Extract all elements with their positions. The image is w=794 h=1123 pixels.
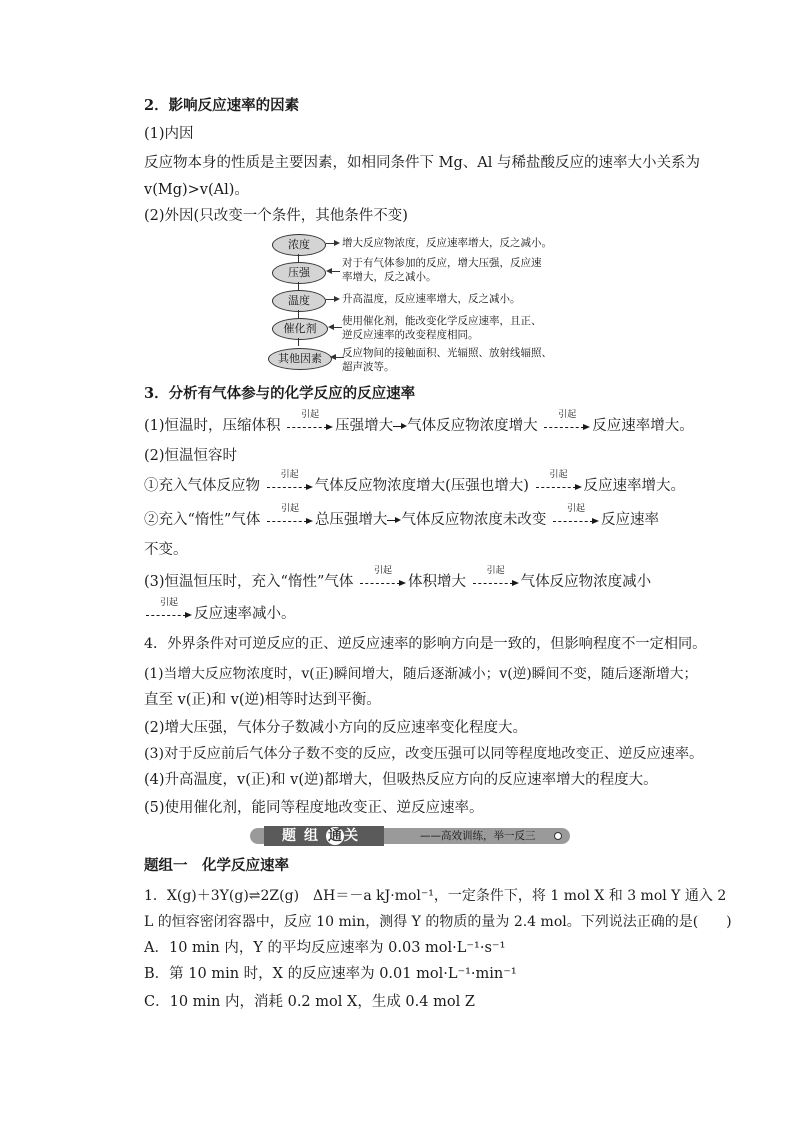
option-c: C．10 min 内，消耗 0.2 mol X，生成 0.4 mol Z	[144, 994, 475, 1010]
causes-arrow-icon	[267, 470, 313, 493]
s4-p1b: 直至 v(正)和 v(逆)相等时达到平衡。	[144, 692, 381, 708]
banner-title-b: 通	[328, 828, 342, 844]
section3-heading: 3．分析有气体参与的化学反应的反应速率	[144, 385, 416, 402]
factor-oval-temperature: 温度	[272, 290, 326, 312]
arrow-label: 引起	[558, 410, 577, 420]
internal-text-2: v(Mg)>v(Al)。	[144, 182, 249, 198]
factor-text-pressure-2: 率增大，反之减小。	[342, 271, 437, 283]
s4-p5: (5)使用催化剂，能同等程度地改变正、逆反应速率。	[144, 800, 484, 816]
factor-oval-concentration: 浓度	[272, 234, 326, 256]
s3-l4-d: 反应速率	[601, 512, 660, 528]
internal-text-1: 反应物本身的性质是主要因素，如相同条件下 Mg、Al 与稀盐酸反应的速率大小关系为	[144, 155, 700, 171]
s3-line-3	[144, 470, 686, 496]
arrow-icon	[326, 240, 340, 248]
s3-l3-c: 反应速率增大。	[583, 478, 686, 494]
s3-l1-a: (1)恒温时，压缩体积	[144, 418, 281, 434]
connector-line	[298, 254, 299, 262]
banner-slogan: ——高效训练，举一反三	[420, 830, 536, 842]
s4-p4: (4)升高温度，v(正)和 v(逆)都增大，但吸热反应方向的反应速率增大的程度大。	[144, 772, 658, 788]
factor-text-catalyst-2: 逆反应速率的改变程度相同。	[342, 329, 479, 341]
arrow-label: 引起	[373, 566, 392, 576]
s4-p3: (3)对于反应前后气体分子数不变的反应，改变压强可以同等程度地改变正、逆反应速率。	[144, 746, 704, 762]
exercise-group: 题组一 化学反应速率	[144, 857, 289, 874]
connector-line	[298, 282, 299, 290]
arrow-icon	[326, 268, 340, 276]
causes-arrow-icon	[473, 566, 519, 589]
factors-diagram	[272, 232, 572, 378]
arrow-label: 引起	[160, 598, 179, 608]
banner-title-a: 题组	[282, 828, 326, 844]
s3-l4-c: 气体反应物浓度未改变	[401, 512, 547, 528]
factor-text-concentration: 增大反应物浓度，反应速率增大，反之减小。	[342, 237, 552, 249]
causes-arrow-icon	[553, 504, 599, 527]
option-a: A．10 min 内，Y 的平均反应速率为 0.03 mol·L⁻¹·s⁻¹	[144, 940, 506, 956]
s3-line-5-cont	[144, 598, 296, 624]
s3-l5-c: 气体反应物浓度减小	[520, 574, 652, 590]
connector-line	[298, 338, 299, 346]
factor-text-temperature: 升高温度，反应速率增大，反之减小。	[342, 293, 521, 305]
causes-arrow-icon	[360, 566, 406, 589]
s3-line-4	[144, 504, 660, 530]
section2-heading: 2．影响反应速率的因素	[144, 97, 300, 114]
banner-dot-icon	[554, 832, 562, 840]
causes-arrow-icon	[544, 410, 590, 433]
arrow-label: 引起	[567, 504, 586, 514]
connector-line	[298, 310, 299, 318]
factor-text-other-1: 反应物间的接触面积、光辐照、放射线辐照、	[342, 347, 552, 359]
s3-l5-b: 体积增大	[407, 574, 466, 590]
factor-text-catalyst-1: 使用催化剂，能改变化学反应速率，且正、	[342, 315, 542, 327]
s3-l5-a: (3)恒温恒压时，充入“惰性”气体	[144, 574, 354, 590]
arrow-label: 引起	[486, 566, 505, 576]
arrow-icon	[387, 515, 401, 525]
arrow-label: 引起	[549, 470, 568, 480]
s3-line-4-cont: 不变。	[144, 542, 188, 558]
section-banner	[250, 826, 570, 846]
arrow-label: 引起	[280, 504, 299, 514]
s3-l1-d: 反应速率增大。	[592, 418, 694, 434]
question-1a: 1．X(g)＋3Y(g)⇌2Z(g) ΔH＝－a kJ·mol⁻¹，一定条件下，将 1 mol X 和 3 mol Y 通入 2	[144, 888, 727, 904]
question-1b: L 的恒容密闭容器中，反应 10 min，测得 Y 的物质的量为 2.4 mol。下列说法正确的是( )	[144, 914, 732, 930]
arrow-icon	[393, 421, 407, 431]
banner-title-c: 关	[344, 828, 366, 844]
factor-oval-catalyst: 催化剂	[272, 318, 328, 340]
arrow-label: 引起	[301, 410, 320, 420]
s3-line-1	[144, 410, 694, 436]
arrow-icon	[326, 296, 340, 304]
factor-text-other-2: 超声波等。	[342, 361, 395, 373]
causes-arrow-icon	[146, 598, 192, 621]
s4-p1a: (1)当增大反应物浓度时，v(正)瞬间增大，随后逐渐减小；v(逆)瞬间不变，随后逐渐增大；	[144, 666, 698, 682]
s3-l1-c: 气体反应物浓度增大	[407, 418, 538, 434]
s3-l4-b: 总压强增大	[314, 512, 388, 528]
causes-arrow-icon	[287, 410, 333, 433]
causes-arrow-icon	[536, 470, 582, 493]
s4-p2: (2)增大压强，气体分子数减小方向的反应速率变化程度大。	[144, 720, 528, 736]
s3-l4-a: ②充入“惰性”气体	[144, 512, 261, 528]
section4-heading: 4．外界条件对可逆反应的正、逆反应速率的影响方向是一致的，但影响程度不一定相同。	[144, 636, 707, 652]
option-b: B．第 10 min 时，X 的反应速率为 0.01 mol·L⁻¹·min⁻¹	[144, 966, 517, 982]
factor-oval-other: 其他因素	[268, 348, 332, 370]
arrow-icon	[328, 324, 342, 332]
external-title: (2)外因(只改变一个条件，其他条件不变)	[144, 208, 408, 224]
s3-l3-b: 气体反应物浓度增大(压强也增大)	[314, 478, 529, 494]
arrow-label: 引起	[280, 470, 299, 480]
factor-oval-pressure: 压强	[272, 262, 326, 284]
s3-line-2: (2)恒温恒容时	[144, 448, 238, 464]
factor-text-pressure-1: 对于有气体参加的反应，增大压强，反应速	[342, 257, 542, 269]
internal-title: (1)内因	[144, 126, 194, 142]
s3-l3-a: ①充入气体反应物	[144, 478, 260, 494]
s3-l5-d: 反应速率减小。	[194, 606, 296, 622]
banner-title	[264, 826, 384, 846]
s3-l1-b: 压强增大	[335, 418, 394, 434]
causes-arrow-icon	[267, 504, 313, 527]
s3-line-5	[144, 566, 652, 592]
